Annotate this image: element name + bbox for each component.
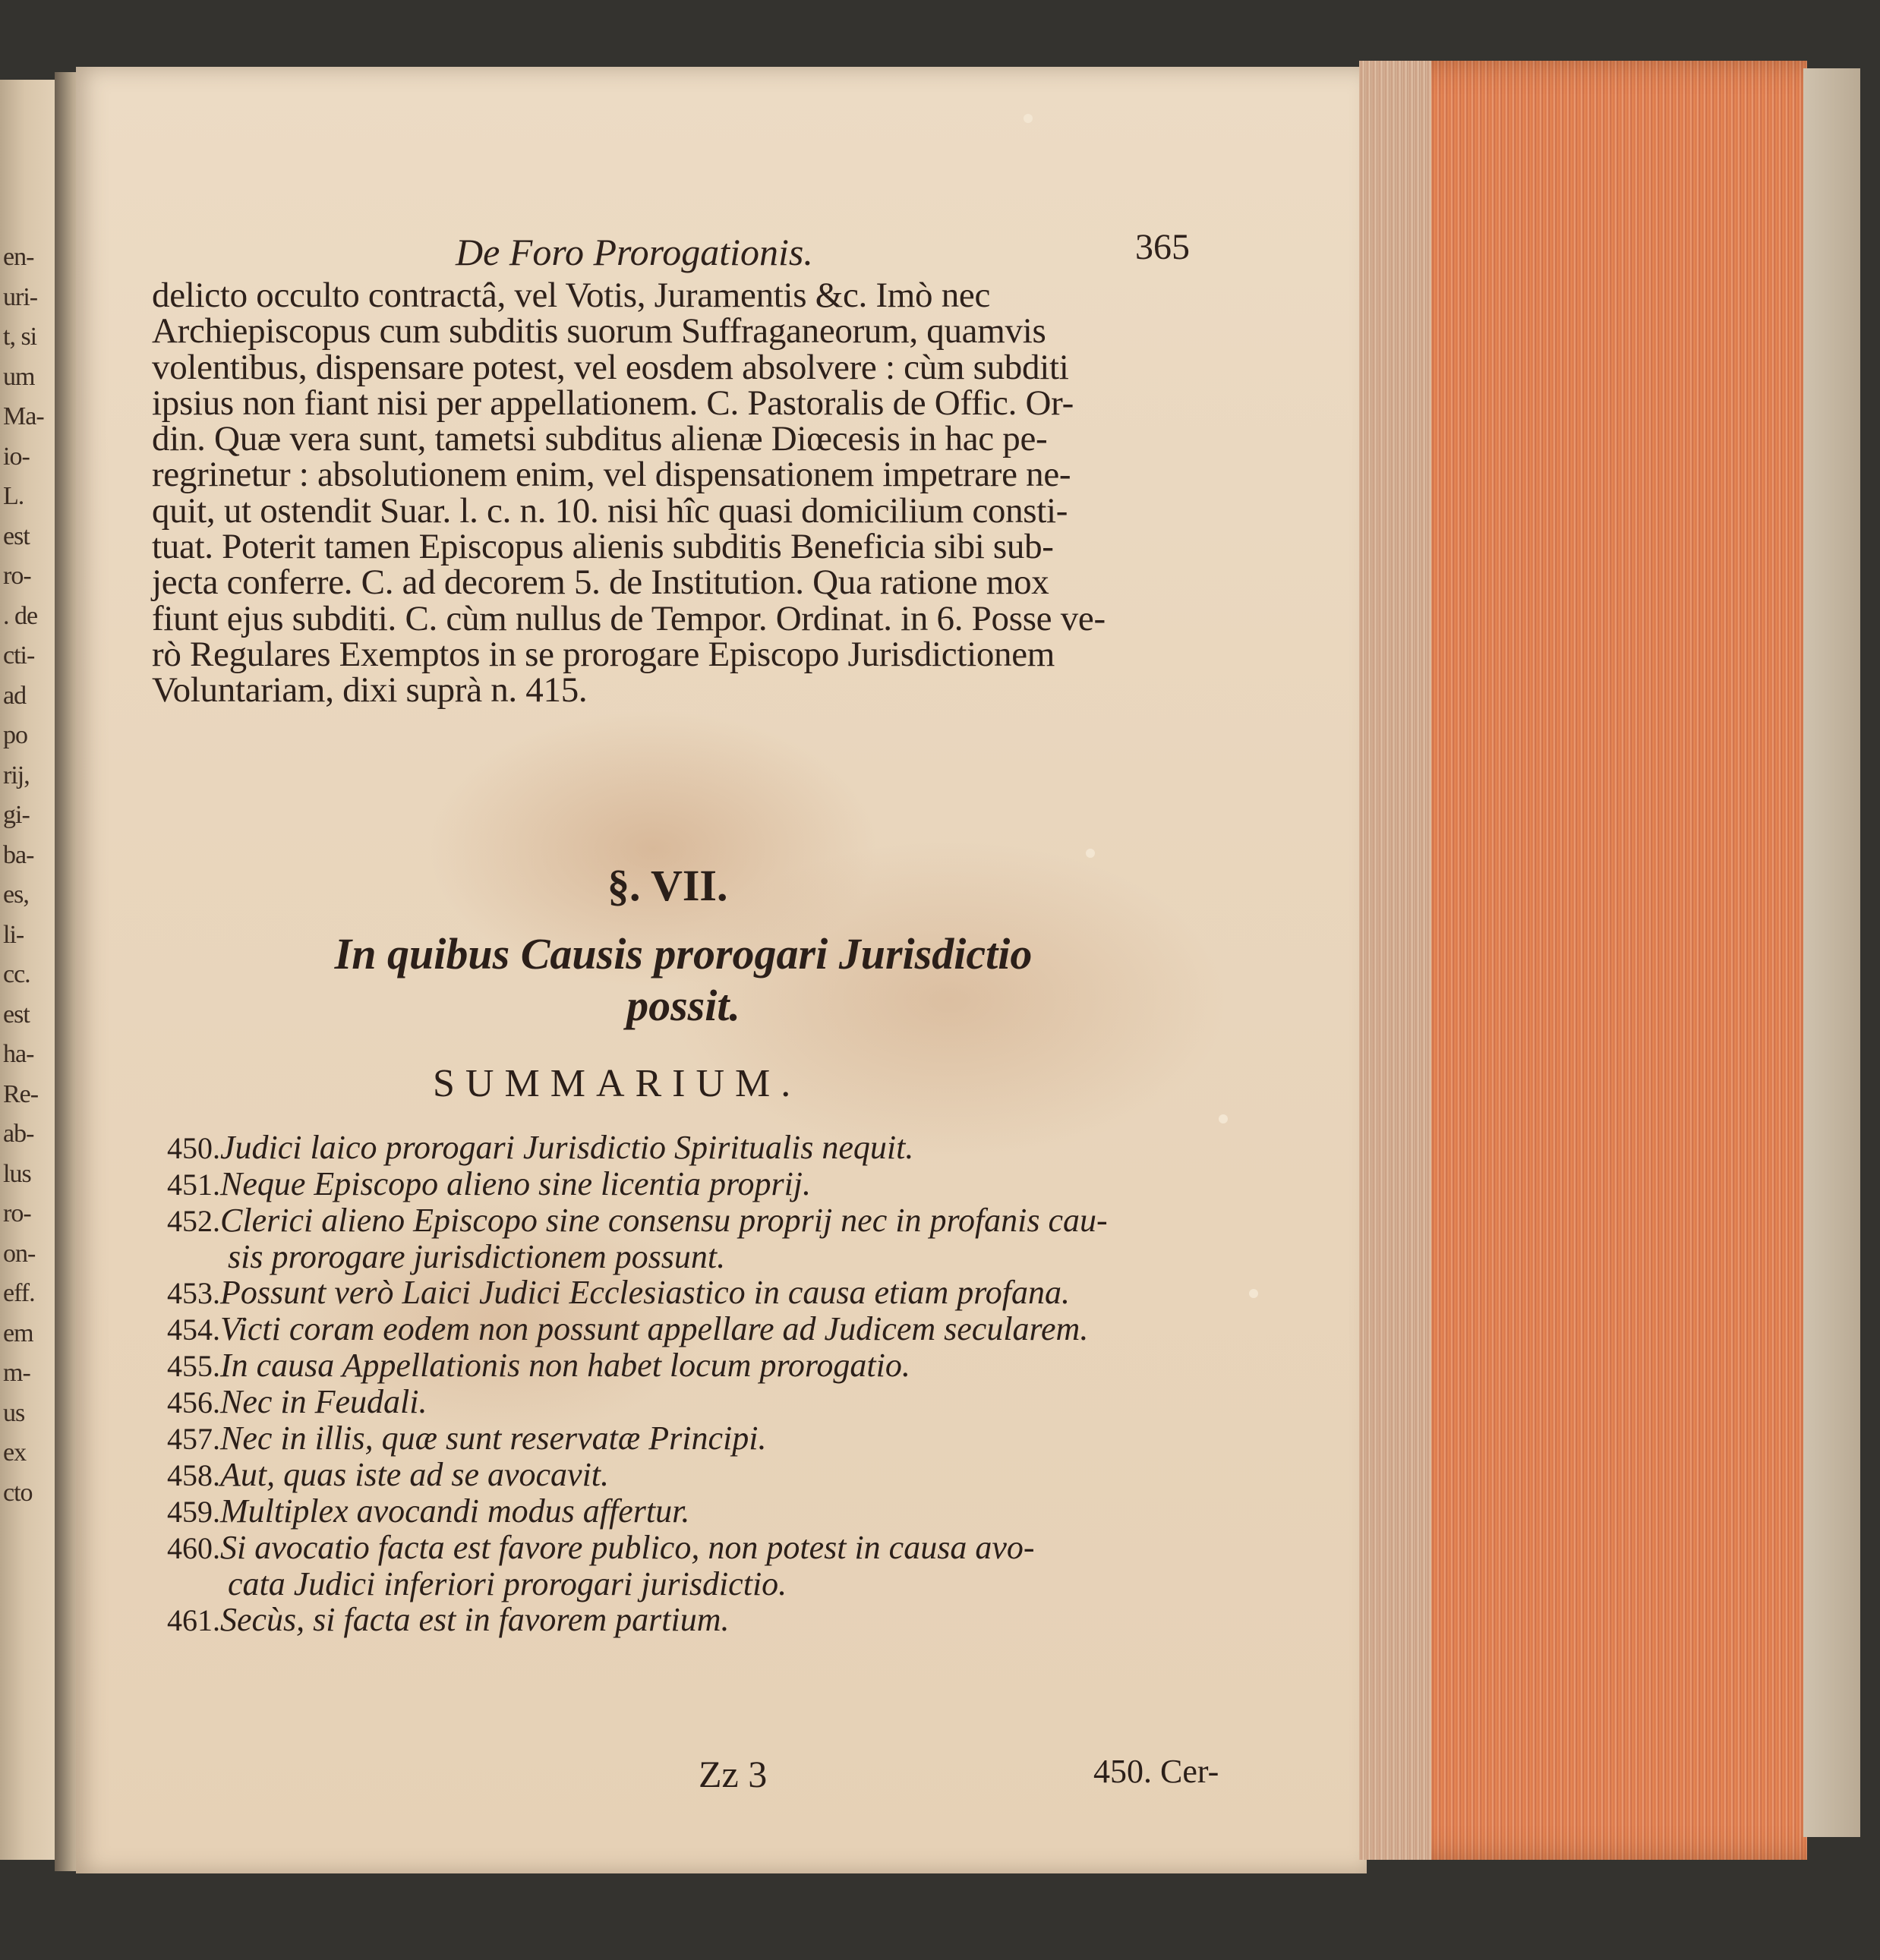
right-page	[76, 67, 1367, 1873]
summary-item	[167, 1566, 1276, 1602]
left-page-fragment: ba-	[3, 840, 34, 869]
summary-item-number: 458.	[167, 1458, 220, 1492]
left-page-fragment: ab-	[3, 1120, 34, 1148]
summary-item	[167, 1530, 1276, 1566]
left-page-fragment: cc.	[3, 960, 30, 988]
summary-item-text: Nec in Feudali.	[220, 1383, 427, 1420]
summary-item	[167, 1239, 1276, 1275]
left-page-fragment: eff.	[3, 1279, 35, 1307]
summary-item-number: 457.	[167, 1422, 220, 1456]
left-page-fragment: ro-	[3, 562, 31, 590]
body-line: din. Quæ vera sunt, tametsi subditus alienæ Diœcesis in hac pe-	[152, 419, 1048, 459]
left-page-fragment: ro-	[3, 1199, 31, 1227]
running-head: De Foro Prorogationis.	[456, 231, 813, 273]
left-page-fragment: es,	[3, 881, 29, 909]
section-number: §. VII.	[607, 861, 728, 910]
left-page-fragment: est	[3, 1000, 30, 1029]
left-page-fragment: um	[3, 362, 35, 391]
left-page-fragment: po	[3, 721, 27, 749]
summary-item-text: sis prorogare jurisdictionem possunt.	[228, 1238, 726, 1275]
catchword: 450. Cer-	[1093, 1753, 1219, 1790]
summary-item-text: Si avocatio facta est favore publico, non potest in causa avo-	[220, 1529, 1035, 1566]
summary-item	[167, 1602, 1276, 1638]
body-line: tuat. Poterit tamen Episcopus alienis subditis Beneficia sibi sub-	[152, 527, 1054, 567]
left-page-fragment: ad	[3, 681, 27, 710]
left-page-fragment: en-	[3, 243, 34, 271]
left-page-fragment: L.	[3, 482, 24, 510]
left-page-fragment: io-	[3, 442, 30, 471]
left-page-fragment: cti-	[3, 641, 35, 670]
body-line: volentibus, dispensare potest, vel eosdem absolvere : cùm subditi	[152, 347, 1069, 387]
section-title	[205, 928, 1162, 1032]
summary-item	[167, 1130, 1276, 1166]
summary-item-text: Clerici alieno Episcopo sine consensu proprij nec in profanis cau-	[220, 1202, 1108, 1239]
left-page-fragment: Re-	[3, 1079, 39, 1108]
summary-item	[167, 1166, 1276, 1202]
body-line: regrinetur : absolutionem enim, vel dispensationem impetrare ne-	[152, 455, 1071, 495]
left-page-fragment: m-	[3, 1359, 30, 1387]
summary-item-text: In causa Appellationis non habet locum prorogatio.	[220, 1347, 910, 1384]
body-line: rò Regulares Exemptos in se prorogare Episcopo Jurisdictionem	[152, 634, 1055, 674]
summary-item	[167, 1420, 1276, 1457]
summary-item-text: Secùs, si facta est in favorem partium.	[220, 1601, 730, 1638]
left-page-fragment: on-	[3, 1239, 36, 1268]
left-page-fragment: us	[3, 1398, 25, 1427]
summary-item-number: 460.	[167, 1531, 220, 1565]
left-page-fragment: t, si	[3, 323, 37, 351]
paper-speck	[1249, 1289, 1258, 1298]
left-page-fragment: . de	[3, 601, 38, 630]
body-line: delicto occulto contractâ, vel Votis, Juramentis &c. Imò nec	[152, 276, 991, 315]
body-line: jecta conferre. C. ad decorem 5. de Institution. Qua ratione mox	[152, 562, 1049, 603]
summary-item-text: Neque Episcopo alieno sine licentia proprij.	[220, 1165, 812, 1202]
body-line: quit, ut ostendit Suar. l. c. n. 10. nisi hîc quasi domicilium consti-	[152, 490, 1068, 531]
summary-item-number: 453.	[167, 1276, 220, 1310]
signature-mark: Zz 3	[699, 1753, 768, 1795]
summary-item-number: 459.	[167, 1495, 220, 1529]
summary-item-text: cata Judici inferiori prorogari jurisdictio.	[228, 1565, 787, 1602]
summary-item-number: 456.	[167, 1385, 220, 1420]
summary-item-number: 461.	[167, 1603, 220, 1637]
summary-item-text: Aut, quas iste ad se avocavit.	[220, 1456, 610, 1493]
body-line: Archiepiscopus cum subditis suorum Suffraganeorum, quamvis	[152, 311, 1046, 351]
summary-list	[167, 1130, 1276, 1638]
left-page-fragment: gi-	[3, 801, 30, 829]
left-page-fragment: est	[3, 522, 30, 550]
paper-speck	[1086, 849, 1095, 858]
summary-item	[167, 1202, 1276, 1239]
left-page-fragment: rij,	[3, 761, 30, 789]
summary-item	[167, 1347, 1276, 1384]
summary-item	[167, 1384, 1276, 1420]
paper-speck	[1219, 1114, 1228, 1123]
body-line: fiunt ejus subditi. C. cùm nullus de Tempor. Ordinat. in 6. Posse ve-	[152, 598, 1106, 638]
body-text	[152, 278, 1245, 709]
section-title-line: possit.	[626, 981, 740, 1030]
left-page-fragment: ha-	[3, 1040, 34, 1068]
left-page-fragment: li-	[3, 920, 24, 949]
fore-edge-pages	[1359, 61, 1431, 1860]
book-cover-board	[1803, 68, 1860, 1837]
summary-item-number: 454.	[167, 1312, 220, 1347]
summary-item-text: Multiplex avocandi modus affertur.	[220, 1492, 690, 1530]
summary-item	[167, 1311, 1276, 1347]
summary-item-number: 451.	[167, 1167, 220, 1202]
summary-item-number: 452.	[167, 1204, 220, 1238]
summary-item-text: Judici laico prorogari Jurisdictio Spiritualis nequit.	[220, 1129, 914, 1166]
summary-item	[167, 1457, 1276, 1493]
left-page-fragment: ex	[3, 1438, 27, 1467]
summary-item	[167, 1275, 1276, 1311]
summary-item	[167, 1493, 1276, 1530]
left-page-fragment: uri-	[3, 282, 38, 311]
left-page-edge	[0, 80, 59, 1860]
body-line: Voluntariam, dixi suprà n. 415.	[152, 670, 588, 711]
summary-item-text: Possunt verò Laici Judici Ecclesiastico in causa etiam profana.	[220, 1274, 1070, 1311]
summarium-heading: SUMMARIUM.	[433, 1062, 802, 1105]
section-title-line: In quibus Causis prorogari Jurisdictio	[334, 929, 1033, 978]
body-line: ipsius non fiant nisi per appellationem. C. Pastoralis de Offic. Or-	[152, 383, 1074, 423]
page-number: 365	[1135, 227, 1190, 267]
paper-speck	[1024, 114, 1033, 123]
left-page-fragment: cto	[3, 1478, 33, 1507]
left-page-fragment: Ma-	[3, 402, 44, 430]
summary-item-number: 450.	[167, 1131, 220, 1165]
summary-item-number: 455.	[167, 1349, 220, 1383]
left-page-fragment: em	[3, 1319, 33, 1347]
summary-item-text: Nec in illis, quæ sunt reservatæ Principi.	[220, 1420, 767, 1457]
left-page-fragment: lus	[3, 1159, 31, 1188]
summary-item-text: Victi coram eodem non possunt appellare ad Judicem secularem.	[220, 1310, 1089, 1347]
